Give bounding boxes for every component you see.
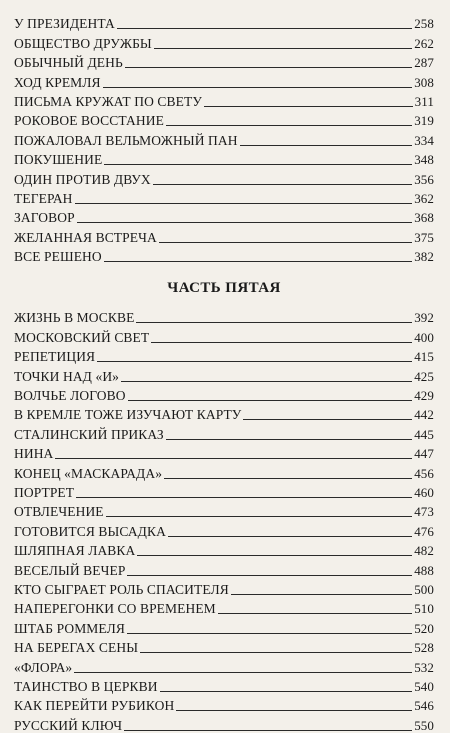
toc-entry-title: ПИСЬМА КРУЖАТ ПО СВЕТУ — [14, 93, 202, 109]
toc-leader-line — [240, 145, 413, 146]
toc-leader-line — [168, 536, 412, 537]
toc-entry-title: ТОЧКИ НАД «И» — [14, 368, 120, 384]
toc-leader-line — [124, 730, 412, 731]
toc-leader-line — [154, 48, 412, 49]
toc-entry — [14, 364, 434, 383]
toc-entry-title: ЖИЗНЬ В МОСКВЕ — [14, 310, 135, 326]
toc-leader-line — [104, 261, 412, 262]
toc-entry — [14, 636, 434, 655]
toc-leader-line — [218, 613, 412, 614]
toc-entry — [14, 109, 434, 128]
toc-entry — [14, 403, 434, 422]
toc-entry-title: «ФЛОРА» — [14, 659, 73, 675]
toc-entry-page: 429 — [414, 388, 434, 404]
toc-entry — [14, 245, 434, 264]
toc-entry-page: 348 — [414, 152, 434, 168]
toc-entry-page: 520 — [414, 620, 434, 636]
toc-entry-title: ОБЫЧНЫЙ ДЕНЬ — [14, 55, 123, 71]
toc-leader-line — [243, 419, 412, 420]
toc-entry-page: 540 — [414, 678, 434, 694]
toc-entry-title: ОТВЛЕЧЕНИЕ — [14, 504, 104, 520]
toc-entry-title: ВСЕ РЕШЕНО — [14, 249, 102, 265]
toc-leader-line — [159, 242, 412, 243]
toc-entry — [14, 51, 434, 70]
toc-leader-line — [77, 222, 412, 223]
toc-entry-page: 382 — [414, 249, 434, 265]
toc-entry — [14, 167, 434, 186]
toc-entry-page: 528 — [414, 640, 434, 656]
toc-entry-page: 258 — [414, 16, 434, 32]
toc-entry-page: 425 — [414, 368, 434, 384]
toc-entry-title: РЕПЕТИЦИЯ — [14, 349, 96, 365]
toc-leader-line — [166, 125, 412, 126]
toc-entry-title: ВЕСЕЛЫЙ ВЕЧЕР — [14, 562, 126, 578]
toc-entry-title: КОНЕЦ «МАСКАРАДА» — [14, 465, 163, 481]
part-heading: ЧАСТЬ ПЯТАЯ — [167, 279, 281, 296]
toc-leader-line — [76, 497, 412, 498]
toc-entry-page: 311 — [414, 93, 434, 109]
toc-list-bottom — [14, 306, 434, 733]
toc-entry-page: 287 — [414, 55, 434, 71]
toc-entry-title: РОКОВОЕ ВОССТАНИЕ — [14, 113, 164, 129]
toc-leader-line — [128, 400, 413, 401]
toc-entry-title: ШЛЯПНАЯ ЛАВКА — [14, 543, 136, 559]
toc-entry-title: ЖЕЛАННАЯ ВСТРЕЧА — [14, 229, 157, 245]
toc-entry — [14, 481, 434, 500]
toc-entry — [14, 12, 434, 31]
toc-entry-page: 460 — [414, 484, 434, 500]
toc-leader-line — [125, 67, 412, 68]
toc-entry — [14, 206, 434, 225]
toc-entry-title: ЗАГОВОР — [14, 210, 75, 226]
toc-entry-page: 334 — [414, 132, 434, 148]
toc-entry-page: 500 — [414, 581, 434, 597]
toc-entry — [14, 694, 434, 713]
toc-leader-line — [117, 28, 412, 29]
toc-leader-line — [74, 672, 412, 673]
toc-leader-line — [231, 594, 412, 595]
toc-entry-title: ОДИН ПРОТИВ ДВУХ — [14, 171, 151, 187]
toc-entry-page: 550 — [414, 717, 434, 733]
toc-leader-line — [55, 458, 412, 459]
toc-leader-line — [75, 203, 413, 204]
toc-entry-page: 456 — [414, 465, 434, 481]
toc-entry-page: 476 — [414, 523, 434, 539]
toc-entry-page: 362 — [414, 190, 434, 206]
toc-leader-line — [121, 381, 412, 382]
toc-entry — [14, 616, 434, 635]
toc-entry-title: В КРЕМЛЕ ТОЖЕ ИЗУЧАЮТ КАРТУ — [14, 407, 242, 423]
toc-entry-page: 473 — [414, 504, 434, 520]
toc-entry-title: ОБЩЕСТВО ДРУЖБЫ — [14, 35, 152, 51]
toc-entry — [14, 578, 434, 597]
toc-entry — [14, 442, 434, 461]
toc-entry-title: ШТАБ РОММЕЛЯ — [14, 620, 125, 636]
toc-entry — [14, 306, 434, 325]
toc-entry — [14, 461, 434, 480]
toc-entry — [14, 384, 434, 403]
toc-leader-line — [151, 342, 412, 343]
toc-entry — [14, 539, 434, 558]
toc-entry-title: РУССКИЙ КЛЮЧ — [14, 717, 123, 733]
toc-entry-title: ПОРТРЕТ — [14, 484, 75, 500]
toc-leader-line — [160, 691, 413, 692]
toc-entry — [14, 655, 434, 674]
toc-entry — [14, 225, 434, 244]
toc-entry-title: ГОТОВИТСЯ ВЫСАДКА — [14, 523, 166, 539]
toc-entry-page: 415 — [414, 349, 434, 365]
toc-leader-line — [97, 361, 412, 362]
toc-entry-page: 262 — [414, 35, 434, 51]
toc-entry-page: 488 — [414, 562, 434, 578]
toc-entry-page: 532 — [414, 659, 434, 675]
toc-entry-title: КТО СЫГРАЕТ РОЛЬ СПАСИТЕЛЯ — [14, 581, 229, 597]
toc-entry-title: ПОЖАЛОВАЛ ВЕЛЬМОЖНЫЙ ПАН — [14, 132, 238, 148]
toc-entry-title: СТАЛИНСКИЙ ПРИКАЗ — [14, 426, 164, 442]
toc-entry-page: 442 — [414, 407, 434, 423]
toc-leader-line — [104, 164, 412, 165]
toc-entry — [14, 519, 434, 538]
toc-entry-page: 447 — [414, 446, 434, 462]
toc-entry-title: ХОД КРЕМЛЯ — [14, 74, 101, 90]
toc-entry — [14, 325, 434, 344]
toc-entry — [14, 713, 434, 732]
toc-entry — [14, 128, 434, 147]
toc-leader-line — [164, 478, 412, 479]
toc-entry — [14, 500, 434, 519]
toc-entry — [14, 597, 434, 616]
toc-leader-line — [137, 555, 412, 556]
toc-entry — [14, 345, 434, 364]
toc-list-top — [14, 12, 434, 264]
toc-entry — [14, 148, 434, 167]
toc-entry-title: ВОЛЧЬЕ ЛОГОВО — [14, 388, 126, 404]
toc-entry — [14, 187, 434, 206]
toc-entry-page: 482 — [414, 543, 434, 559]
toc-entry-page: 356 — [414, 171, 434, 187]
toc-entry-page: 392 — [414, 310, 434, 326]
toc-entry-page: 400 — [414, 329, 434, 345]
toc-entry-title: ТАИНСТВО В ЦЕРКВИ — [14, 678, 158, 694]
toc-entry — [14, 558, 434, 577]
toc-leader-line — [106, 516, 413, 517]
toc-entry-page: 375 — [414, 229, 434, 245]
toc-entry-page: 546 — [414, 698, 434, 714]
toc-entry-page: 319 — [414, 113, 434, 129]
toc-entry-title: У ПРЕЗИДЕНТА — [14, 16, 115, 32]
toc-leader-line — [127, 633, 412, 634]
toc-leader-line — [166, 439, 412, 440]
toc-entry-title: ТЕГЕРАН — [14, 190, 73, 206]
toc-leader-line — [127, 575, 412, 576]
toc-entry — [14, 675, 434, 694]
toc-entry — [14, 70, 434, 89]
toc-leader-line — [176, 710, 412, 711]
toc-leader-line — [153, 184, 412, 185]
toc-leader-line — [204, 106, 413, 107]
toc-entry — [14, 422, 434, 441]
toc-entry-title: НИНА — [14, 446, 54, 462]
toc-entry-title: ПОКУШЕНИЕ — [14, 152, 103, 168]
toc-entry — [14, 31, 434, 50]
table-of-contents — [14, 12, 434, 733]
toc-entry-title: НА БЕРЕГАХ СЕНЫ — [14, 640, 139, 656]
toc-entry-title: МОСКОВСКИЙ СВЕТ — [14, 329, 150, 345]
toc-entry-page: 445 — [414, 426, 434, 442]
toc-entry — [14, 90, 434, 109]
toc-entry-title: КАК ПЕРЕЙТИ РУБИКОН — [14, 698, 175, 714]
toc-leader-line — [103, 87, 413, 88]
toc-leader-line — [140, 652, 412, 653]
toc-entry-page: 308 — [414, 74, 434, 90]
toc-entry-page: 368 — [414, 210, 434, 226]
toc-entry-page: 510 — [414, 601, 434, 617]
toc-entry-title: НАПЕРЕГОНКИ СО ВРЕМЕНЕМ — [14, 601, 216, 617]
toc-leader-line — [136, 322, 412, 323]
